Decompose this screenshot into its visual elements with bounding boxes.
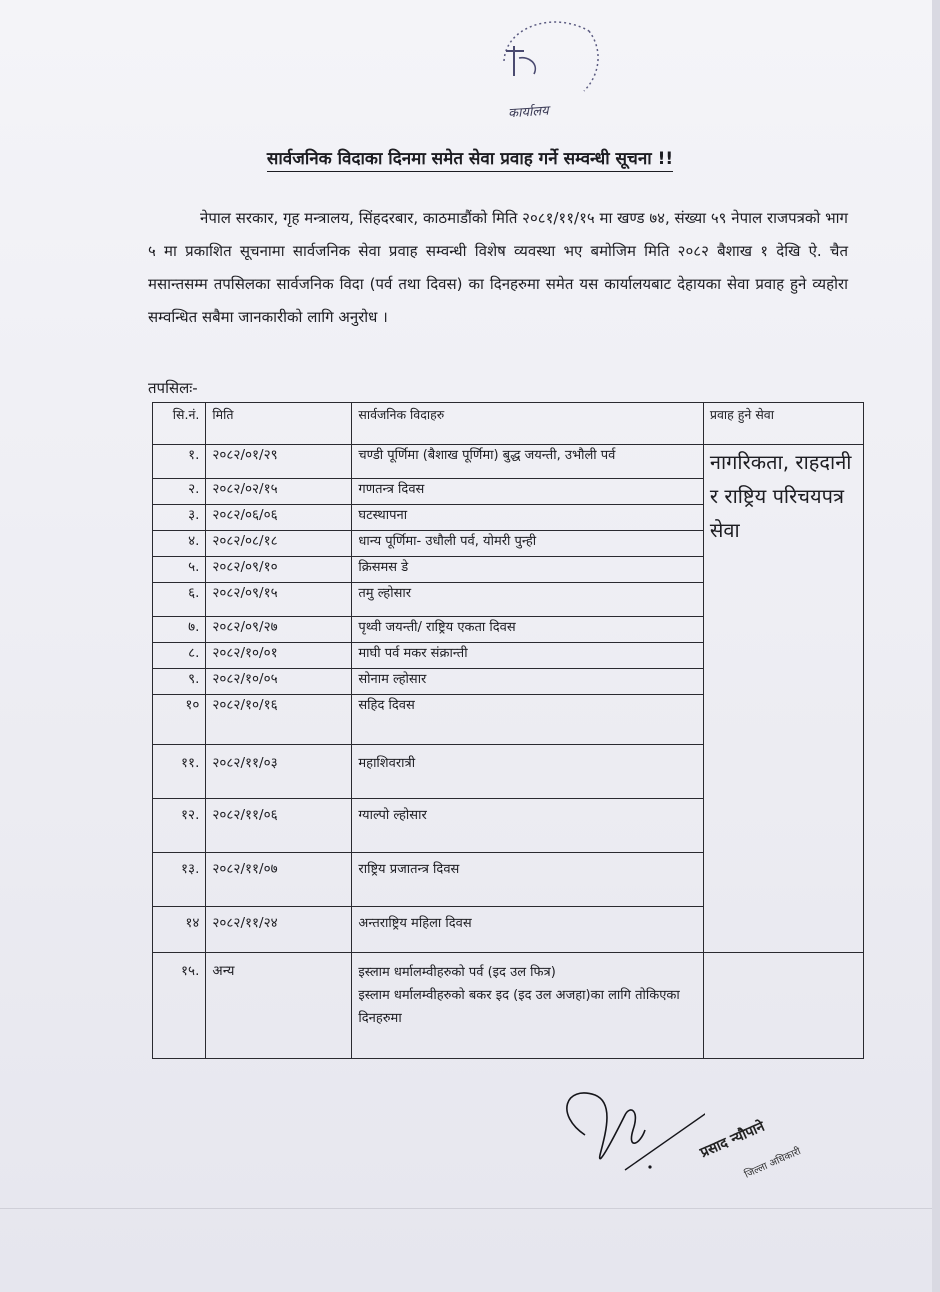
table-row: ९. २०८२/१०/०५ सोनाम ल्होसार (153, 669, 864, 695)
table-row: १४ २०८२/११/२४ अन्तराष्ट्रिय महिला दिवस (153, 907, 864, 953)
fold-line (0, 1208, 940, 1209)
header-service: प्रवाह हुने सेवा (703, 403, 863, 445)
signatory-name: प्रसाद न्यौपाने (697, 1118, 768, 1162)
notice-title: सार्वजनिक विदाका दिनमा समेत सेवा प्रवाह गर्ने सम्वन्धी सूचना !! (0, 146, 940, 169)
schedule-label: तपसिलः- (148, 379, 198, 397)
table-row: ८. २०८२/१०/०१ माघी पर्व मकर संक्रान्ती (153, 643, 864, 669)
office-seal-icon (484, 6, 614, 126)
other-holiday-line2: इस्लाम धर्मालम्वीहरुको बकर इद (इद उल अजहा)का लागि तोकिएका दिनहरुमा (358, 988, 680, 1026)
table-row: ३. २०८२/०६/०६ घटस्थापना (153, 505, 864, 531)
table-row: १. २०८२/०१/२९ चण्डी पूर्णिमा (बैशाख पूर्णिमा) बुद्ध जयन्ती, उभौली पर्व नागरिकता, राहदानी र राष्ट्रिय परिचयपत्र सेवा (153, 445, 864, 479)
table-row: ११. २०८२/११/०३ महाशिवरात्री (153, 745, 864, 799)
table-row: ७. २०८२/०९/२७ पृथ्वी जयन्ती/ राष्ट्रिय एकता दिवस (153, 617, 864, 643)
table-row: १२. २०८२/११/०६ ग्याल्पो ल्होसार (153, 799, 864, 853)
other-holiday-line1: इस्लाम धर्मालम्वीहरुको पर्व (इद उल फित्र) (358, 965, 556, 980)
table-row: ६. २०८२/०९/१५ तमु ल्होसार (153, 583, 864, 617)
paper-edge (932, 0, 940, 1292)
header-sn: सि.नं. (153, 403, 206, 445)
seal-text: कार्यालय (507, 103, 550, 122)
table-row: ५. २०८२/०९/१० क्रिसमस डे (153, 557, 864, 583)
table-row: १० २०८२/१०/१६ सहिद दिवस (153, 695, 864, 745)
table-row: १५. अन्य इस्लाम धर्मालम्वीहरुको पर्व (इद उल फित्र) इस्लाम धर्मालम्वीहरुको बकर इद (इद उल अजहा)का लागि तोकिएका दिनहरुमा (153, 953, 864, 1059)
table-row: ४. २०८२/०८/१८ धान्य पूर्णिमा- उधौली पर्व, योमरी पुन्ही (153, 531, 864, 557)
notice-body: नेपाल सरकार, गृह मन्त्रालय, सिंहदरबार, काठमाडौंको मिति २०८१/११/१५ मा खण्ड ७४, संख्या ५९ नेपाल राजपत्रको भाग ५ मा प्रकाशित सूचनामा सार्वजनिक सेवा प्रवाह सम्वन्धी विशेष व्यवस्था भए बमोजिम मिति २०८२ बैशाख १ देखि ऐ. चैत मसान्तसम्म तपसिलका सार्वजनिक विदा (पर्व तथा दिवस) का दिनहरुमा समेत यस कार्यालयबाट देहायका सेवा प्रवाह हुने व्यहोरा सम्वन्धित सबैमा जानकारीको लागि अनुरोध । (148, 209, 848, 326)
table-row: १३. २०८२/११/०७ राष्ट्रिय प्रजातन्त्र दिवस (153, 853, 864, 907)
table-row: २. २०८२/०२/१५ गणतन्त्र दिवस (153, 479, 864, 505)
signature-icon (545, 1075, 705, 1185)
table-header-row (153, 403, 864, 445)
service-cell-empty (703, 953, 863, 1059)
header-date: मिति (206, 403, 352, 445)
service-cell: नागरिकता, राहदानी र राष्ट्रिय परिचयपत्र सेवा (703, 445, 863, 953)
holiday-table (152, 402, 864, 1059)
header-holiday: सार्वजनिक विदाहरु (352, 403, 703, 445)
signatory-role: जिल्ला अधिकारी (742, 1146, 803, 1181)
